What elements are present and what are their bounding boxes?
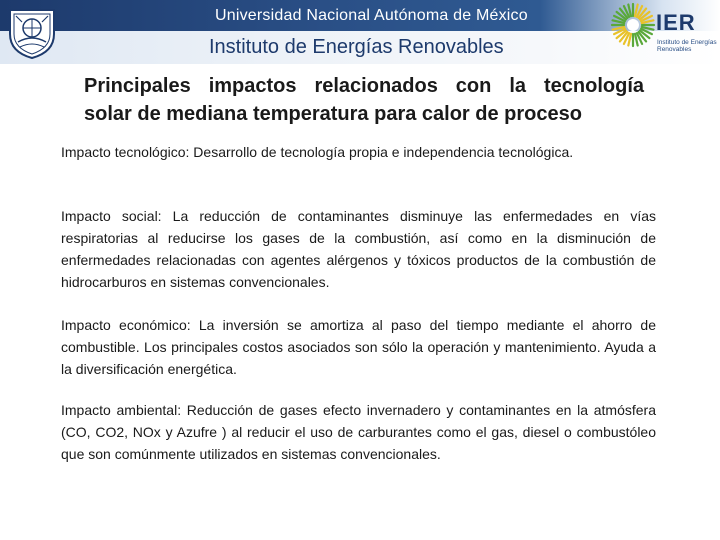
- unam-seal-icon: [4, 4, 60, 60]
- impact-label: Impacto tecnológico:: [61, 144, 190, 160]
- ier-acronym: IER: [656, 10, 696, 35]
- header-banner: [0, 0, 720, 64]
- impact-environmental: [61, 399, 656, 465]
- impact-text: Desarrollo de tecnología propia e independencia tecnológica.: [193, 144, 574, 160]
- impact-text: La inversión se amortiza al paso del tiempo mediante el ahorro de combustible. Los principales costos asociados son sólo la operación y mantenimiento. Ayuda a la diversificación energética.: [61, 317, 656, 377]
- impact-label: Impacto económico:: [61, 317, 191, 333]
- slide-title-line-1: Principales impactos relacionados con la tecnología: [84, 75, 644, 97]
- impact-economic: [61, 314, 656, 380]
- ier-subtitle: Instituto de Energías Renovables: [657, 39, 717, 53]
- slide-title-line-2: solar de mediana temperatura para calor de proceso: [84, 103, 582, 125]
- impact-text: Reducción de gases efecto invernadero y contaminantes en la atmósfera (CO, CO2, NOx y Azufre ) al reducir el uso de carburantes como el gas, diesel o combustóleo que son comúnmente utilizados en sistemas convencionales.: [61, 402, 656, 462]
- sun-icon: [610, 2, 656, 48]
- ier-logo: [610, 2, 718, 62]
- institute-name: Instituto de Energías Renovables: [209, 36, 504, 58]
- slide-title: [84, 72, 644, 128]
- impact-technological: [61, 141, 656, 163]
- university-name: Universidad Nacional Autónoma de México: [215, 7, 528, 24]
- impact-label: Impacto ambiental:: [61, 402, 182, 418]
- impact-social: [61, 205, 656, 293]
- impact-label: Impacto social:: [61, 208, 162, 224]
- impact-text: La reducción de contaminantes disminuye las enfermedades en vías respiratorias al reducirse los gases de la combustión, así como en la disminución de enfermedades relacionadas con agentes alérgenos y tóxicos productos de la combustión de hidrocarburos en sistemas convencionales.: [61, 208, 656, 290]
